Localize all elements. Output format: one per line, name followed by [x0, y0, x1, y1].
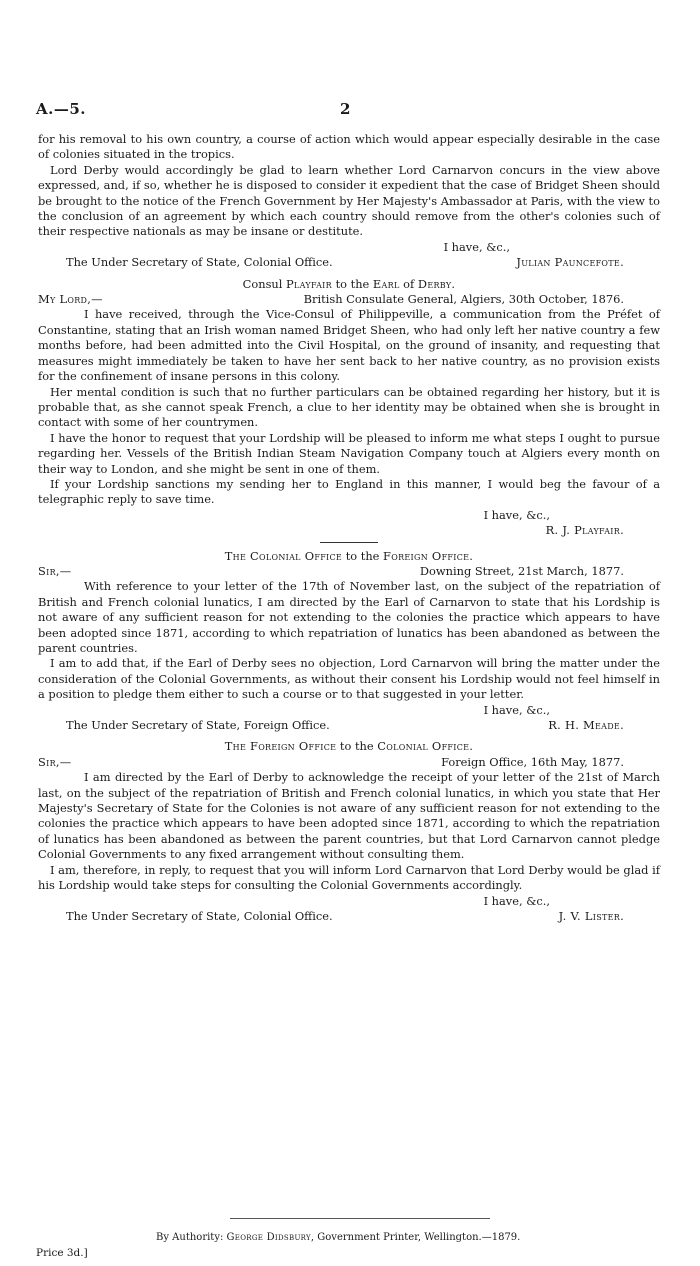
- letter2-paragraph-2: Her mental condition is such that no further particulars can be obtained regarding her history, but it is probable that, as she cannot speak French, a clue to her identity may be obtained when she is brought in contact with some of her countrymen.: [38, 384, 660, 430]
- letter2-signature: R. J. Playfair.: [545, 523, 624, 538]
- printer-imprint: [156, 1232, 520, 1243]
- letter3-signoff-row: [38, 718, 660, 733]
- letter2-heading-connector: to the: [331, 276, 373, 291]
- letter4-signoff-row: [38, 909, 660, 924]
- letter4-addressee: The Under Secretary of State, Colonial Office.: [66, 908, 333, 923]
- document-body: [38, 132, 660, 924]
- letter3-addressee: The Under Secretary of State, Foreign Office.: [66, 718, 330, 733]
- letter3-heading-connector: to the: [342, 548, 384, 563]
- imprint-prefix: By Authority:: [156, 1232, 227, 1243]
- letter1-closing: I have, &c.,: [443, 239, 510, 254]
- letter4-heading-recipient: Colonial Office.: [377, 739, 474, 754]
- imprint-printer-name: George Didsbury: [226, 1232, 311, 1243]
- document-reference: A.—5.: [36, 100, 87, 118]
- letter4-heading-connector: to the: [336, 739, 378, 754]
- letter3-opening-row: [38, 564, 660, 579]
- letter3-heading-recipient: Foreign Office.: [383, 548, 474, 563]
- letter2-paragraph-1: I have received, through the Vice-Consul of Philippeville, a communication from the Préfet of Constantine, stating that an Irish woman named Bridget Sheen, who had only left her native country a few months before, had been admitted into the Civil Hospital, on the ground of insanity, and requesting that measures might immediately be taken to have her sent back to her native country, as no provision exists for the confinement of insane persons in this colony.: [38, 307, 660, 384]
- letter2-salutation: My Lord,—: [38, 292, 103, 307]
- letter3-heading-sender: The Colonial Office: [224, 548, 343, 563]
- letter1-addressee: The Under Secretary of State, Colonial Office.: [66, 255, 333, 270]
- letter2-place-date: British Consulate General, Algiers, 30th October, 1876.: [303, 292, 624, 307]
- letter1-paragraph-2: Lord Derby would accordingly be glad to learn whether Lord Carnarvon concurs in the view above expressed, and, if so, whether he is disposed to consider it expedient that the case of Bridget Sheen should be brought to the notice of the French Government by Her Majesty's Ambassador at Paris, with the view to the conclusion of an agreement by which each country should remove from the other's colonies such of their respective nationals as may be insane or destitute.: [38, 162, 660, 239]
- imprint-suffix: , Government Printer, Wellington.—1879.: [310, 1232, 521, 1243]
- letter2-heading-prefix: Consul: [242, 276, 287, 291]
- letter4-paragraph-1: I am directed by the Earl of Derby to acknowledge the receipt of your letter of the 21st of March last, on the subject of the repatriation of British and French colonial lunatics, in which you state that Her Majesty's Secretary of State for the Colonies is not aware of any sufficient reason for not extending to the colonies the practice which appears to have been adopted since 1871, according to which the repatriation of lunatics has been abandoned as between the parent countries, but that Lord Carnarvon cannot pledge Colonial Governments to any fixed arrangement without consulting them.: [38, 770, 660, 862]
- letter4-closing: I have, &c.,: [483, 893, 550, 908]
- page-number: 2: [340, 100, 351, 118]
- letter4-opening-row: [38, 755, 660, 770]
- letter4-salutation: Sir,—: [38, 754, 72, 769]
- letter4-place-date: Foreign Office, 16th May, 1877.: [441, 754, 624, 769]
- letter3-heading: [38, 549, 660, 564]
- letter2-heading: [38, 277, 660, 292]
- letter3-signature: R. H. Meade.: [548, 718, 624, 733]
- letter1-signoff-row: [38, 255, 660, 270]
- letter3-closing: I have, &c.,: [483, 702, 550, 717]
- letter3-place-date: Downing Street, 21st March, 1877.: [419, 563, 624, 578]
- letter4-heading-sender: The Foreign Office: [224, 739, 337, 754]
- letter2-heading-recipient-title: Earl: [372, 276, 400, 291]
- letter1-paragraph-1: for his removal to his own country, a course of action which would appear especially desirable in the case of colonies situated in the tropics.: [38, 132, 660, 162]
- letter4-heading: [38, 739, 660, 754]
- letter3-paragraph-1: With reference to your letter of the 17th of November last, on the subject of the repatriation of British and French colonial lunatics, I am directed by the Earl of Carnarvon to state that his Lordship is not aware of any sufficient reason for not extending to the colonies the practice which appears to have been adopted since 1871, according to which repatriation of lunatics has been abandoned as between the parent countries.: [38, 579, 660, 655]
- section-divider: [320, 542, 378, 543]
- letter2-paragraph-4: If your Lordship sanctions my sending her to England in this manner, I would beg the favour of a telegraphic reply to save time.: [38, 476, 660, 507]
- letter4-signature: J. V. Lister.: [558, 908, 624, 923]
- letter2-heading-of: of: [399, 276, 418, 291]
- letter2-heading-sender: Playfair: [286, 276, 332, 291]
- price-note: Price 3d.]: [36, 1247, 88, 1259]
- letter2-closing: I have, &c.,: [483, 507, 550, 522]
- footer-rule: [230, 1218, 490, 1219]
- letter3-paragraph-2: I am to add that, if the Earl of Derby sees no objection, Lord Carnarvon will bring the matter under the consideration of the Colonial Governments, as without their consent his Lordship would not feel himself in a position to pledge them either to such a course or to that suggested in your letter.: [38, 656, 660, 702]
- letter3-salutation: Sir,—: [38, 563, 72, 578]
- letter2-opening-row: [38, 292, 660, 307]
- letter4-paragraph-2: I am, therefore, in reply, to request that you will inform Lord Carnarvon that Lord Derby would be glad if his Lordship would take steps for consulting the Colonial Governments accordingly.: [38, 862, 660, 893]
- letter2-paragraph-3: I have the honor to request that your Lordship will be pleased to inform me what steps I ought to pursue regarding her. Vessels of the British Indian Steam Navigation Company touch at Algiers every month on their way to London, and she might be sent in one of them.: [38, 430, 660, 476]
- letter2-heading-recipient-name: Derby.: [417, 276, 456, 291]
- letter1-signature: Julian Pauncefote.: [516, 255, 624, 270]
